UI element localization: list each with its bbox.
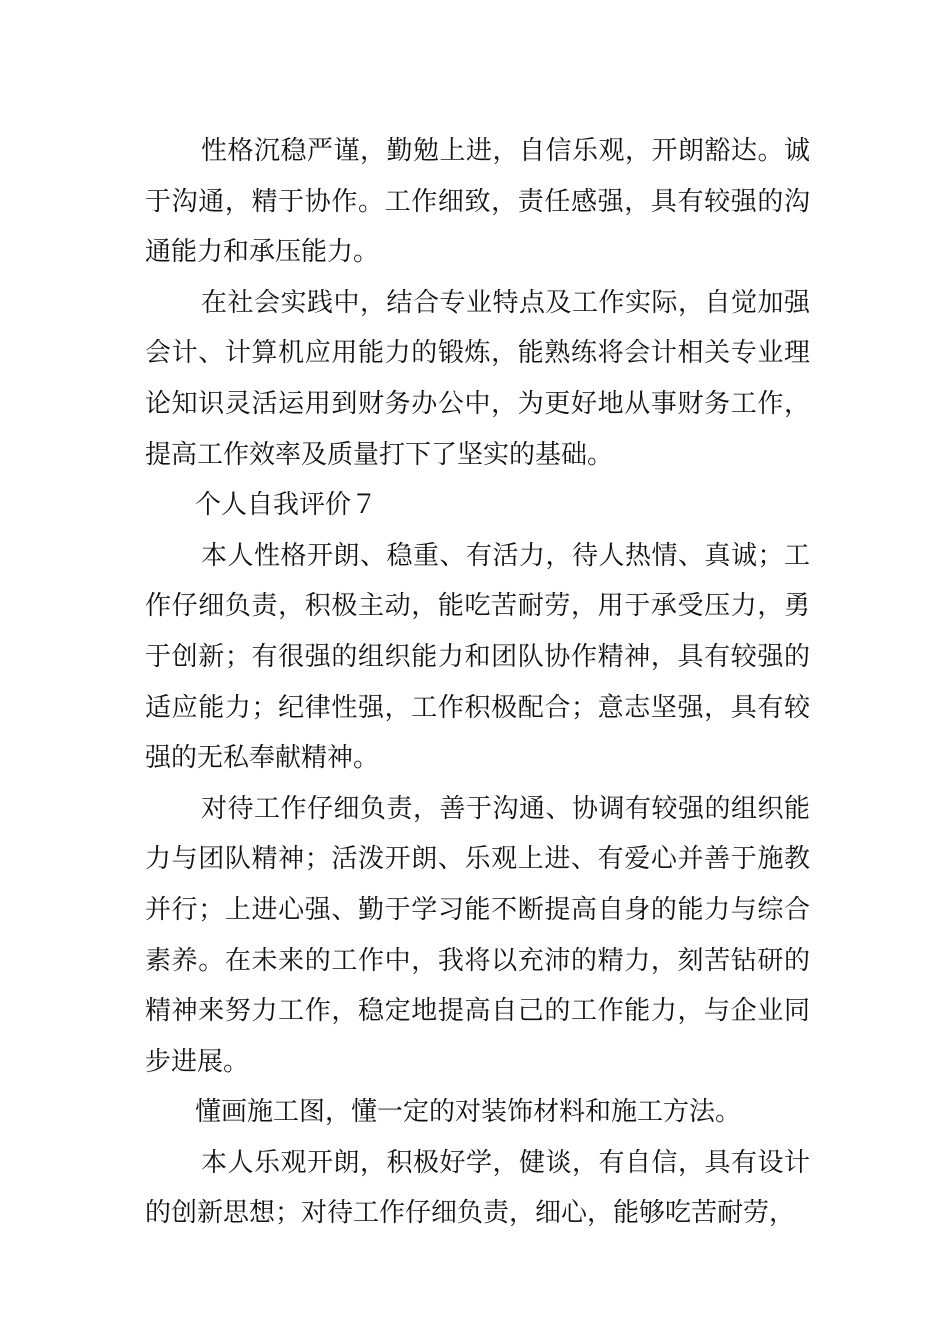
paragraph-construction-drawing: 懂画施工图，懂一定的对装饰材料和施工方法。 [195,1097,742,1128]
paragraph-self-evaluation: 本人性格开朗、稳重、有活力，待人热情、真诚；工作仔细负责，积极主动，能吃苦耐劳，用于承受压力，勇于创新；有很强的组织能力和团队协作精神，具有较强的适应能力；纪律性强，工作积极配合；意志坚强，具有较强的无私奉献精神。 [145,540,810,774]
paragraph-social-practice: 在社会实践中，结合专业特点及工作实际，自觉加强会计、计算机应用能力的锻炼，能熟练将会计相关专业理论知识灵活运用到财务办公中，为更好地从事财务工作，提高工作效率及质量打下了坚实的基础。 [145,287,810,470]
paragraph-design-innovation: 本人乐观开朗，积极好学，健谈，有自信，具有设计的创新思想；对待工作仔细负责，细心，能够吃苦耐劳， [145,1147,810,1229]
document-body [145,126,810,1239]
section-heading: 个人自我评价７ [195,490,378,521]
paragraph-personality: 性格沉稳严谨，勤勉上进，自信乐观，开朗豁达。诚于沟通，精于协作。工作细致，责任感强，具有较强的沟通能力和承压能力。 [145,136,810,268]
paragraph-work-attitude: 对待工作仔细负责，善于沟通、协调有较强的组织能力与团队精神；活泼开朗、乐观上进、有爱心并善于施教并行；上进心强、勤于学习能不断提高自身的能力与综合素养。在未来的工作中，我将以充沛的精力，刻苦钻研的精神来努力工作，稳定地提高自己的工作能力，与企业同步进展。 [145,793,810,1077]
